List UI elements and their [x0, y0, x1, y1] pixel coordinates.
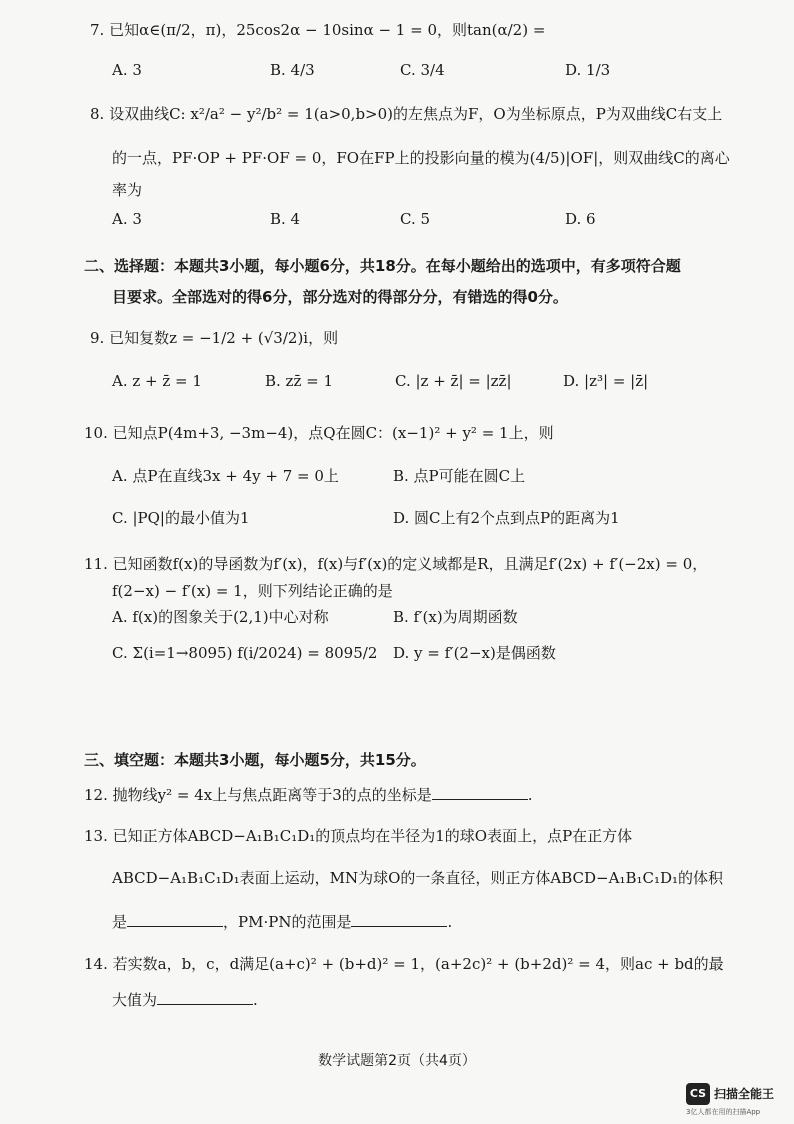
q14-stem-line2: 大值为 . — [112, 991, 258, 1009]
q9-stem: 9. 已知复数z = −1/2 + (√3/2)i，则 — [90, 329, 339, 347]
q11-stem-line2: f(2−x) − f′(x) = 1，则下列结论正确的是 — [112, 582, 393, 600]
q8-stem-line1: 8. 设双曲线C: x²/a² − y²/b² = 1(a>0,b>0)的左焦点为F，O为坐标原点，P为双曲线C右支上 — [90, 105, 723, 123]
q11-stem-line1: 11. 已知函数f(x)的导函数为f′(x)，f(x)与f′(x)的定义域都是R，且满足f′(2x) + f′(−2x) = 0， — [84, 555, 708, 573]
q13-answer-blank-1[interactable] — [127, 912, 223, 927]
section2-heading: 二、选择题：本题共3小题，每小题6分，共18分。在每小题给出的选项中，有多项符合题 — [84, 257, 681, 275]
q8-option-c: C. 5 — [400, 210, 431, 228]
q12-text: 12. 抛物线y² = 4x上与焦点距离等于3的点的坐标是 — [84, 786, 432, 804]
q10-option-b: B. 点P可能在圆C上 — [393, 467, 526, 485]
q7-option-c: C. 3/4 — [400, 61, 445, 79]
q14-stem-line1: 14. 若实数a，b，c，d满足(a+c)² + (b+d)² = 1，(a+2c)² + (b+2d)² = 4，则ac + bd的最 — [84, 955, 724, 973]
q13-stem-line2: ABCD−A₁B₁C₁D₁表面上运动，MN为球O的一条直径，则正方体ABCD−A₁B₁C₁D₁的体积 — [112, 869, 724, 887]
scanner-app-name: 扫描全能王 — [714, 1087, 775, 1101]
q8-option-d: D. 6 — [565, 210, 596, 228]
q13-text-a: 是 — [112, 913, 128, 931]
q11-option-d: D. y = f′(2−x)是偶函数 — [393, 644, 556, 662]
q13-answer-blank-2[interactable] — [351, 912, 447, 927]
q11-option-b: B. f′(x)为周期函数 — [393, 608, 518, 626]
q8-option-b: B. 4 — [270, 210, 301, 228]
q11-option-c: C. Σ(i=1→8095) f(i/2024) = 8095/2 — [112, 644, 378, 662]
q12-stem: 12. 抛物线y² = 4x上与焦点距离等于3的点的坐标是 . — [84, 786, 533, 804]
q7-option-a: A. 3 — [112, 61, 142, 79]
q14-answer-blank[interactable] — [157, 990, 253, 1005]
q10-stem: 10. 已知点P(4m+3, −3m−4)，点Q在圆C：(x−1)² + y² = 1上，则 — [84, 424, 554, 442]
q8-stem-line3: 率为 — [112, 181, 143, 199]
scanner-watermark — [686, 1083, 786, 1117]
q8-option-a: A. 3 — [112, 210, 142, 228]
q9-option-c: C. |z + z̄| = |zz̄| — [395, 372, 512, 390]
q10-option-a: A. 点P在直线3x + 4y + 7 = 0上 — [112, 467, 339, 485]
q14-text: 大值为 — [112, 991, 158, 1009]
q11-option-a: A. f(x)的图象关于(2,1)中心对称 — [112, 608, 329, 626]
q13-stem-line1: 13. 已知正方体ABCD−A₁B₁C₁D₁的顶点均在半径为1的球O表面上，点P在正方体 — [84, 827, 633, 845]
q13-text-b: ，PM·PN的范围是 — [223, 913, 352, 931]
section3-heading: 三、填空题：本题共3小题，每小题5分，共15分。 — [84, 751, 426, 769]
q7-option-d: D. 1/3 — [565, 61, 611, 79]
camscanner-logo-icon: CS — [686, 1083, 710, 1105]
scanner-tagline: 3亿人都在用的扫描App — [686, 1108, 761, 1116]
page-footer: 数学试题第2页（共4页） — [318, 1053, 476, 1069]
q10-option-c: C. |PQ|的最小值为1 — [112, 509, 250, 527]
q7-option-b: B. 4/3 — [270, 61, 315, 79]
q10-option-d: D. 圆C上有2个点到点P的距离为1 — [393, 509, 620, 527]
q13-stem-line3: 是 ，PM·PN的范围是 . — [112, 913, 453, 931]
q9-option-d: D. |z³| = |z̄| — [563, 372, 649, 390]
section2-heading-line2: 目要求。全部选对的得6分，部分选对的得部分分，有错选的得0分。 — [112, 288, 568, 306]
q9-option-a: A. z + z̄ = 1 — [112, 372, 202, 390]
q12-answer-blank[interactable] — [432, 785, 528, 800]
q7-stem: 7. 已知α∈(π/2，π)，25cos2α − 10sinα − 1 = 0，则tan(α/2) = — [90, 21, 546, 39]
q9-option-b: B. zz̄ = 1 — [265, 372, 334, 390]
q8-stem-line2: 的一点，PF·OP + PF·OF = 0，FO在FP上的投影向量的模为(4/5)|OF|，则双曲线C的离心 — [112, 149, 730, 167]
